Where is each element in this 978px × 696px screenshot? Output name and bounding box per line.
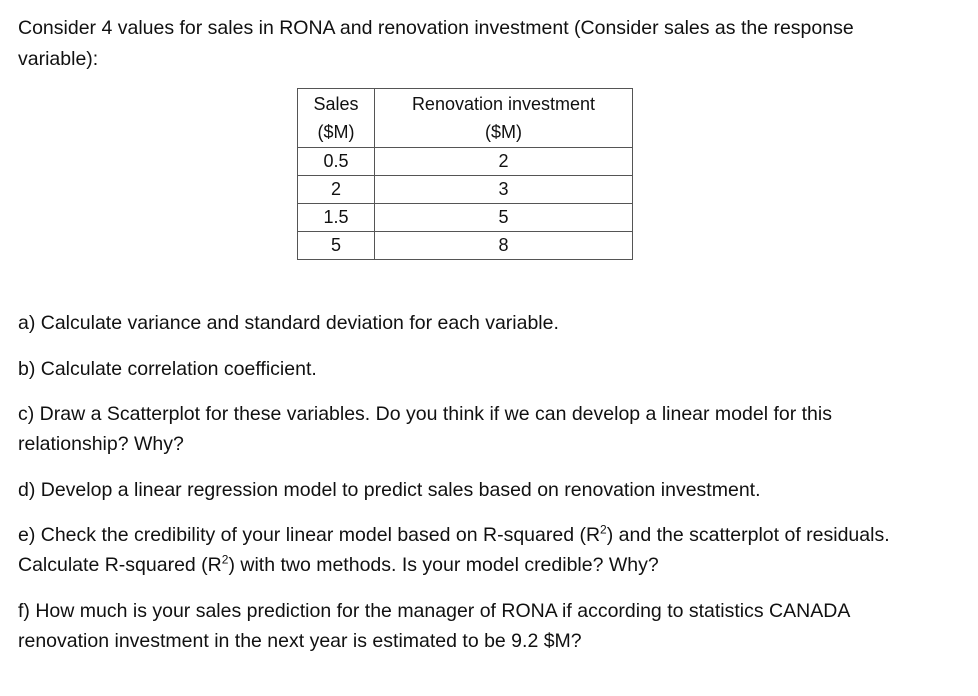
renovation-cell: 5 <box>375 204 633 232</box>
question-d: d) Develop a linear regression model to predict sales based on renovation investment. <box>18 479 761 501</box>
table-header-row <box>298 89 633 148</box>
sales-cell: 5 <box>298 232 375 260</box>
renovation-header-line1: Renovation investment <box>411 94 596 114</box>
sales-cell: 2 <box>298 176 375 204</box>
data-table <box>297 88 633 260</box>
sales-cell: 0.5 <box>298 148 375 176</box>
sales-cell: 1.5 <box>298 204 375 232</box>
superscript-2: 2 <box>600 522 607 537</box>
sales-header <box>298 89 375 148</box>
renovation-header <box>375 89 633 148</box>
sales-header-line1: Sales <box>313 94 359 114</box>
question-e <box>18 520 938 580</box>
question-e-part2: ) and the scatterplot of residuals. Calculate R-squared (R <box>18 524 890 576</box>
table-row <box>298 204 633 232</box>
table-row <box>298 232 633 260</box>
table-row <box>298 148 633 176</box>
table-row <box>298 176 633 204</box>
intro-text: Consider 4 values for sales in RONA and renovation investment (Consider sales as the response variable): <box>18 17 854 70</box>
question-b: b) Calculate correlation coefficient. <box>18 358 317 380</box>
superscript-2: 2 <box>221 552 229 567</box>
question-f: f) How much is your sales prediction for the manager of RONA if according to statistics CANADA renovation investment in the next year is estimated to be 9.2 $M? <box>18 600 850 652</box>
question-e-part3: ) with two methods. Is your model credible? Why? <box>228 554 659 576</box>
sales-header-line2: ($M) <box>317 122 355 142</box>
renovation-header-line2: ($M) <box>485 122 522 142</box>
renovation-cell: 2 <box>375 148 633 176</box>
question-e-part1: e) Check the credibility of your linear model based on R-squared (R <box>18 524 601 546</box>
question-a: a) Calculate variance and standard deviation for each variable. <box>18 312 559 334</box>
renovation-cell: 3 <box>375 176 633 204</box>
renovation-cell: 8 <box>375 232 633 260</box>
question-c: c) Draw a Scatterplot for these variables. Do you think if we can develop a linear model for this relationship? Why? <box>18 403 832 455</box>
